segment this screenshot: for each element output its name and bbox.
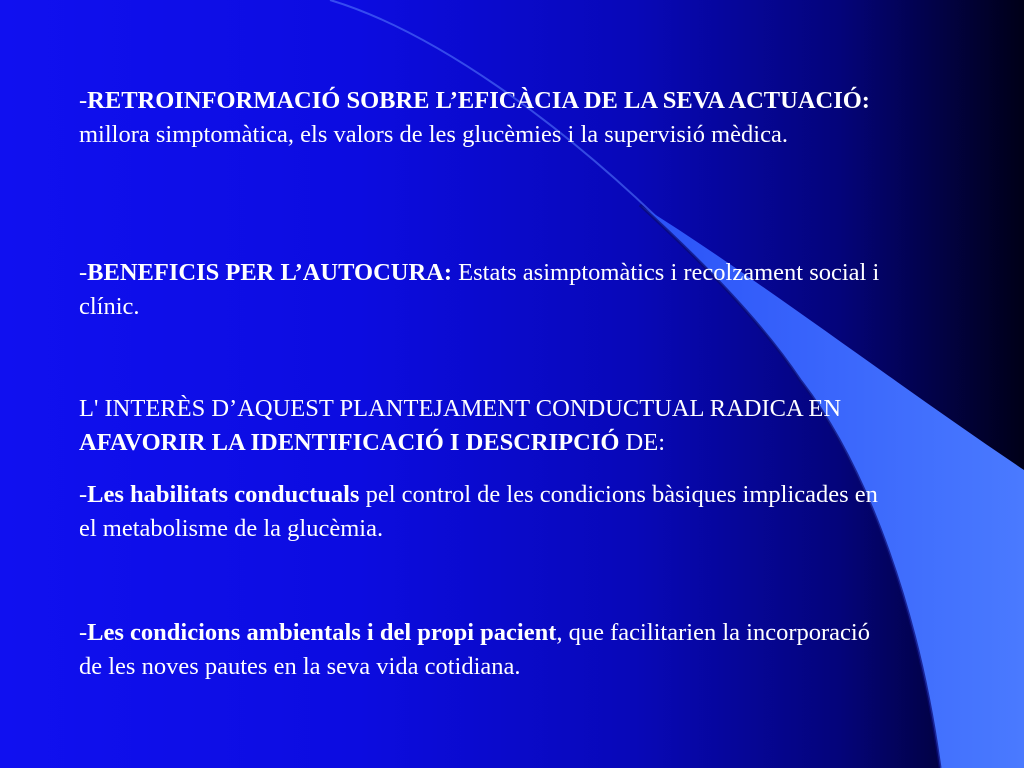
dash: - — [79, 259, 88, 286]
bold-heading: AFAVORIR LA IDENTIFICACIÓ I DESCRIPCIÓ — [79, 429, 620, 456]
paragraph-retroinformacio — [79, 84, 879, 152]
paragraph-interes — [79, 392, 949, 460]
paragraph-text: , que facilitarien la incorporació de les noves pautes en la seva vida cotidiana. — [79, 619, 870, 680]
bold-heading: RETROINFORMACIÓ SOBRE L’EFICÀCIA DE LA SEVA ACTUACIÓ: — [87, 87, 870, 114]
paragraph-text: Estats asimptomàtics i recolzament social i clínic. — [79, 259, 880, 320]
bold-heading: Les condicions ambientals i del propi pacient — [87, 619, 557, 646]
bold-heading: BENEFICIS PER L’AUTOCURA: — [87, 259, 453, 286]
paragraph-habilitats — [79, 478, 879, 546]
paragraph-text: millora simptomàtica, els valors de les glucèmies i la supervisió mèdica. — [79, 121, 788, 148]
paragraph-text: pel control de les condicions bàsiques implicades en el metabolisme de la glucèmia. — [79, 481, 878, 542]
paragraph-text: DE: — [619, 429, 666, 456]
paragraph-lead: L' INTERÈS D’AQUEST PLANTEJAMENT CONDUCTUAL RADICA EN — [79, 395, 842, 422]
dash: - — [79, 87, 88, 114]
bold-heading: Les habilitats conductuals — [87, 481, 360, 508]
paragraph-beneficis — [79, 256, 929, 324]
paragraph-condicions — [79, 616, 879, 684]
dash: - — [79, 619, 88, 646]
dash: - — [79, 481, 88, 508]
